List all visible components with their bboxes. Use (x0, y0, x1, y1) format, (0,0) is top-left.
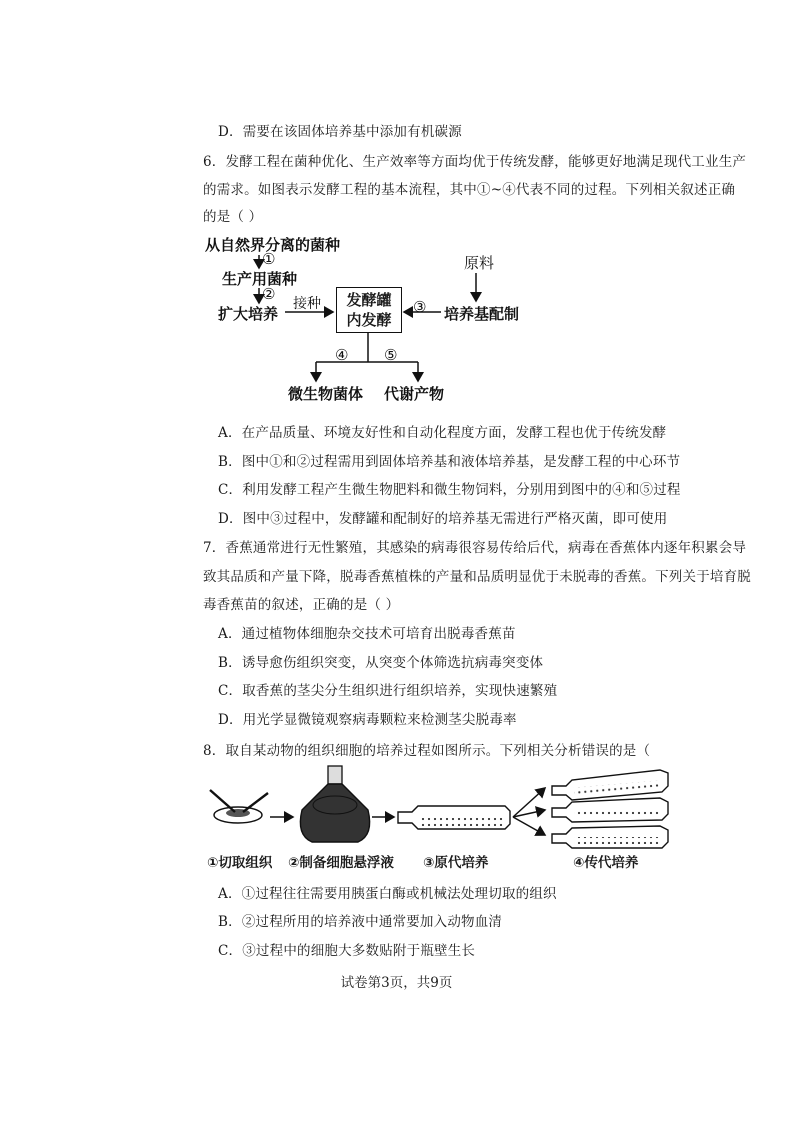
diagram-medium-preparation: 培养基配制 (444, 305, 520, 323)
petri-dish-icon (210, 790, 268, 823)
q8-option-a: A．①过程往往需要用胰蛋白酶或机械法处理切取的组织 (218, 886, 557, 902)
q7-option-d: D．用光学显微镜观察病毒颗粒来检测茎尖脱毒率 (218, 712, 517, 728)
caption-cut-tissue: ①切取组织 (207, 855, 273, 871)
q7-stem-line3: 毒香蕉苗的叙述，正确的是（ ） (203, 597, 400, 613)
primary-culture-bottle-icon (398, 806, 510, 829)
diagram-expand-culture: 扩大培养 (218, 305, 279, 323)
q7-stem-line1: 7．香蕉通常进行无性繁殖，其感染的病毒很容易传给后代，病毒在香蕉体内逐年积累会导 (203, 540, 747, 556)
q6-option-c: C．利用发酵工程产生微生物肥料和微生物饲料，分别用到图中的④和⑤过程 (218, 482, 681, 498)
fermentation-tank-line1: 发酵罐 (346, 291, 392, 309)
diagram-source-strain: 从自然界分离的菌种 (205, 236, 341, 254)
q6-option-a: A．在产品质量、环境友好性和自动化程度方面，发酵工程也优于传统发酵 (218, 425, 667, 441)
caption-cell-suspension: ②制备细胞悬浮液 (288, 855, 394, 871)
diagram-raw-material: 原料 (464, 254, 495, 272)
q7-option-c: C．取香蕉的茎尖分生组织进行组织培养，实现快速繁殖 (218, 683, 558, 699)
q8-stem: 8．取自某动物的组织细胞的培养过程如图所示。下列相关分析错误的是（ (203, 743, 651, 759)
q8-option-b: B．②过程所用的培养液中通常要加入动物血清 (218, 914, 503, 930)
diagram-metabolites: 代谢产物 (384, 385, 445, 403)
q7-option-b: B．诱导愈伤组织突变，从突变个体筛选抗病毒突变体 (218, 655, 544, 671)
diagram-production-strain: 生产用菌种 (222, 270, 298, 288)
q6-stem-line1: 6．发酵工程在菌种优化、生产效率等方面均优于传统发酵，能够更好地满足现代工业生产 (203, 154, 747, 170)
caption-primary-culture: ③原代培养 (423, 855, 489, 871)
q5-option-d: D．需要在该固体培养基中添加有机碳源 (218, 124, 462, 140)
diagram-microbial-cells: 微生物菌体 (288, 385, 364, 403)
q7-stem-line2: 致其品质和产量下降，脱毒香蕉植株的产量和品质明显优于未脱毒的香蕉。下列关于培育脱 (203, 569, 751, 585)
diagram-step-3: ③ (413, 298, 427, 316)
q6-option-d: D．图中③过程中，发酵罐和配制好的培养基无需进行严格灭菌，即可使用 (218, 511, 668, 527)
q8-option-c: C．③过程中的细胞大多数贴附于瓶壁生长 (218, 943, 476, 959)
passage-culture-bottles-icon (552, 770, 668, 848)
diagram-step-5: ⑤ (384, 346, 398, 364)
q6-stem-line3: 的是（ ） (203, 209, 263, 225)
caption-passage-culture: ④传代培养 (573, 855, 639, 871)
fermentation-tank-line2: 内发酵 (346, 311, 392, 329)
page-footer: 试卷第3页，共9页 (340, 975, 453, 991)
diagram-inoculate-label: 接种 (293, 296, 321, 312)
q7-option-a: A．通过植物体细胞杂交技术可培育出脱毒香蕉苗 (218, 626, 516, 642)
diagram-step-1: ① (262, 250, 276, 268)
q6-stem-line2: 的需求。如图表示发酵工程的基本流程，其中①~④代表不同的过程。下列相关叙述正确 (203, 182, 736, 198)
q6-option-b: B．图中①和②过程需用到固体培养基和液体培养基，是发酵工程的中心环节 (218, 454, 681, 470)
flask-icon (300, 766, 369, 842)
diagram-step-2: ② (262, 285, 276, 303)
diagram-step-4: ④ (335, 346, 349, 364)
